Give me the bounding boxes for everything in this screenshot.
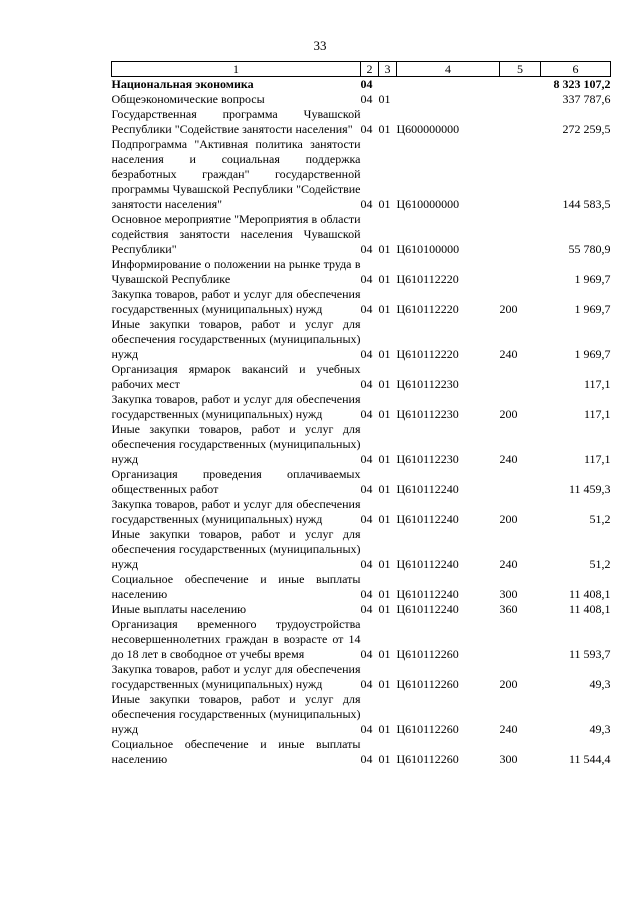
row-name-cell: Закупка товаров, работ и услуг для обеспечения государственных (муниципальных) нужд — [111, 497, 361, 526]
target-article-cell: Ц600000000 — [396, 122, 460, 136]
target-article-cell: Ц610112240 — [396, 512, 459, 526]
row-name-cell: Организация временного трудоустройства несовершеннолетних граждан в возрасте от 14 до 18 лет в свободное от учебы время — [111, 617, 361, 661]
table-header-row — [112, 62, 611, 77]
amount-cell: 1 969,7 — [574, 302, 611, 316]
row-name-cell: Подпрограмма "Активная политика занятости населения и социальная поддержка безработных граждан" государственной программы Чувашской Республики "Содействие занятости населения" — [111, 137, 361, 211]
subsection-code-cell — [379, 77, 397, 93]
section-code-cell: 04 — [360, 452, 373, 466]
target-article-cell: Ц610112240 — [396, 482, 459, 496]
subsection-code-cell: 01 — [378, 92, 391, 106]
subsection-code-cell: 01 — [378, 242, 391, 256]
row-name-cell: Закупка товаров, работ и услуг для обеспечения государственных (муниципальных) нужд — [111, 392, 361, 421]
subsection-code-cell: 01 — [378, 302, 391, 316]
column-header: 5 — [500, 62, 541, 77]
row-name-cell: Иные выплаты населению — [111, 602, 247, 616]
subsection-code-cell: 01 — [378, 377, 391, 391]
expense-type-cell: 240 — [499, 347, 518, 361]
target-article-cell: Ц610112230 — [396, 377, 459, 391]
column-header: 6 — [541, 62, 611, 77]
table-row — [112, 572, 611, 602]
table-row — [112, 737, 611, 767]
subsection-code-cell: 01 — [378, 272, 391, 286]
row-name-cell: Социальное обеспечение и иные выплаты населению — [111, 737, 361, 766]
expense-type-cell — [500, 212, 541, 257]
row-name-cell: Закупка товаров, работ и услуг для обеспечения государственных (муниципальных) нужд — [111, 287, 361, 316]
expense-type-cell — [500, 617, 541, 662]
target-article-cell: Ц610100000 — [396, 242, 460, 256]
target-article-cell: Ц610112260 — [396, 647, 459, 661]
table-row — [112, 92, 611, 107]
table-row — [112, 212, 611, 257]
table-row — [112, 137, 611, 212]
row-name-cell: Иные закупки товаров, работ и услуг для обеспечения государственных (муниципальных) нужд — [111, 422, 361, 466]
amount-cell: 55 780,9 — [568, 242, 611, 256]
subsection-code-cell: 01 — [378, 677, 391, 691]
amount-cell: 49,3 — [589, 722, 611, 736]
row-name-cell: Основное мероприятие "Мероприятия в области содействия занятости населения Чувашской Республики" — [111, 212, 361, 256]
table-row — [112, 422, 611, 467]
section-code-cell: 04 — [360, 602, 373, 616]
subsection-code-cell: 01 — [378, 722, 391, 736]
target-article-cell: Ц610112220 — [396, 272, 459, 286]
amount-cell: 11 408,1 — [568, 587, 611, 601]
row-name-cell: Закупка товаров, работ и услуг для обеспечения государственных (муниципальных) нужд — [111, 662, 361, 691]
subsection-code-cell: 01 — [378, 122, 391, 136]
expense-type-cell: 360 — [499, 602, 518, 616]
amount-cell: 117,1 — [583, 377, 611, 391]
expense-type-cell: 200 — [499, 677, 518, 691]
table-row — [112, 692, 611, 737]
target-article-cell: Ц610112220 — [396, 302, 459, 316]
section-code-cell: 04 — [360, 482, 373, 496]
table-row — [112, 617, 611, 662]
row-name-cell: Иные закупки товаров, работ и услуг для обеспечения государственных (муниципальных) нужд — [111, 527, 361, 571]
amount-cell: 337 787,6 — [562, 92, 611, 106]
amount-cell: 144 583,5 — [562, 197, 611, 211]
row-name-cell: Национальная экономика — [111, 77, 254, 91]
table-row — [112, 317, 611, 362]
column-header: 2 — [361, 62, 379, 77]
subsection-code-cell: 01 — [378, 197, 391, 211]
expense-type-cell: 240 — [499, 722, 518, 736]
section-code-cell: 04 — [360, 197, 373, 211]
amount-cell: 11 593,7 — [568, 647, 611, 661]
expense-type-cell — [500, 92, 541, 107]
section-code-cell: 04 — [360, 752, 373, 766]
amount-cell: 51,2 — [589, 557, 611, 571]
section-code-cell: 04 — [360, 587, 373, 601]
expense-type-cell: 200 — [499, 302, 518, 316]
section-code-cell: 04 — [360, 272, 373, 286]
subsection-code-cell: 01 — [378, 407, 391, 421]
row-name-cell: Организация проведения оплачиваемых общественных работ — [111, 467, 361, 496]
subsection-code-cell: 01 — [378, 647, 391, 661]
amount-cell: 11 459,3 — [568, 482, 611, 496]
expense-type-cell: 240 — [499, 452, 518, 466]
amount-cell: 1 969,7 — [574, 272, 611, 286]
expense-type-cell: 300 — [499, 752, 518, 766]
column-header: 1 — [112, 62, 361, 77]
table-row — [112, 602, 611, 617]
section-code-cell: 04 — [360, 122, 373, 136]
table-row — [112, 467, 611, 497]
subsection-code-cell: 01 — [378, 587, 391, 601]
amount-cell: 272 259,5 — [562, 122, 611, 136]
subsection-code-cell: 01 — [378, 452, 391, 466]
subsection-code-cell: 01 — [378, 482, 391, 496]
table-row — [112, 257, 611, 287]
column-header: 4 — [397, 62, 500, 77]
target-article-cell: Ц610112240 — [396, 587, 459, 601]
table-row — [112, 527, 611, 572]
section-code-cell: 04 — [360, 512, 373, 526]
section-code-cell: 04 — [360, 407, 373, 421]
subsection-code-cell: 01 — [378, 602, 391, 616]
amount-cell: 117,1 — [583, 452, 611, 466]
target-article-cell: Ц610112220 — [396, 347, 459, 361]
table-row — [112, 77, 611, 93]
section-code-cell: 04 — [360, 302, 373, 316]
subsection-code-cell: 01 — [378, 752, 391, 766]
expense-type-cell: 300 — [499, 587, 518, 601]
expense-type-cell — [500, 257, 541, 287]
section-code-cell: 04 — [360, 647, 373, 661]
row-name-cell: Социальное обеспечение и иные выплаты населению — [111, 572, 361, 601]
section-code-cell: 04 — [360, 92, 373, 106]
section-code-cell: 04 — [360, 347, 373, 361]
row-name-cell: Организация ярмарок вакансий и учебных рабочих мест — [111, 362, 361, 391]
table-row — [112, 107, 611, 137]
row-name-cell: Государственная программа Чувашской Республики "Содействие занятости населения" — [111, 107, 361, 136]
expense-type-cell — [500, 362, 541, 392]
table-row — [112, 362, 611, 392]
subsection-code-cell: 01 — [378, 347, 391, 361]
expense-type-cell: 240 — [499, 557, 518, 571]
target-article-cell: Ц610112240 — [396, 602, 459, 616]
table-row — [112, 392, 611, 422]
page-number: 33 — [313, 38, 327, 53]
row-name-cell: Информирование о положении на рынке труда в Чувашской Республике — [111, 257, 361, 286]
amount-cell: 51,2 — [589, 512, 611, 526]
subsection-code-cell: 01 — [378, 557, 391, 571]
table-row — [112, 287, 611, 317]
target-article-cell: Ц610112260 — [396, 677, 459, 691]
row-name-cell: Общеэкономические вопросы — [111, 92, 265, 106]
table-row — [112, 662, 611, 692]
target-article-cell: Ц610000000 — [396, 197, 460, 211]
expense-type-cell: 200 — [499, 407, 518, 421]
row-name-cell: Иные закупки товаров, работ и услуг для обеспечения государственных (муниципальных) нужд — [111, 317, 361, 361]
row-name-cell: Иные закупки товаров, работ и услуг для обеспечения государственных (муниципальных) нужд — [111, 692, 361, 736]
section-code-cell: 04 — [360, 557, 373, 571]
amount-cell: 49,3 — [589, 677, 611, 691]
section-code-cell: 04 — [360, 377, 373, 391]
target-article-cell: Ц610112230 — [396, 452, 459, 466]
expense-type-cell — [500, 107, 541, 137]
amount-cell: 11 544,4 — [568, 752, 611, 766]
amount-cell: 8 323 107,2 — [553, 77, 611, 91]
section-code-cell: 04 — [360, 677, 373, 691]
target-article-cell: Ц610112240 — [396, 557, 459, 571]
section-code-cell: 04 — [360, 722, 373, 736]
expense-type-cell — [500, 77, 541, 93]
column-header: 3 — [379, 62, 397, 77]
section-code-cell: 04 — [360, 242, 373, 256]
expense-type-cell: 200 — [499, 512, 518, 526]
expense-type-cell — [500, 467, 541, 497]
amount-cell: 1 969,7 — [574, 347, 611, 361]
target-article-cell: Ц610112260 — [396, 752, 459, 766]
table-row — [112, 497, 611, 527]
amount-cell: 11 408,1 — [568, 602, 611, 616]
target-article-cell — [397, 77, 500, 93]
expense-type-cell — [500, 137, 541, 212]
amount-cell: 117,1 — [583, 407, 611, 421]
target-article-cell: Ц610112230 — [396, 407, 459, 421]
target-article-cell — [397, 92, 500, 107]
target-article-cell: Ц610112260 — [396, 722, 459, 736]
budget-table — [111, 61, 611, 767]
section-code-cell: 04 — [360, 77, 373, 91]
subsection-code-cell: 01 — [378, 512, 391, 526]
